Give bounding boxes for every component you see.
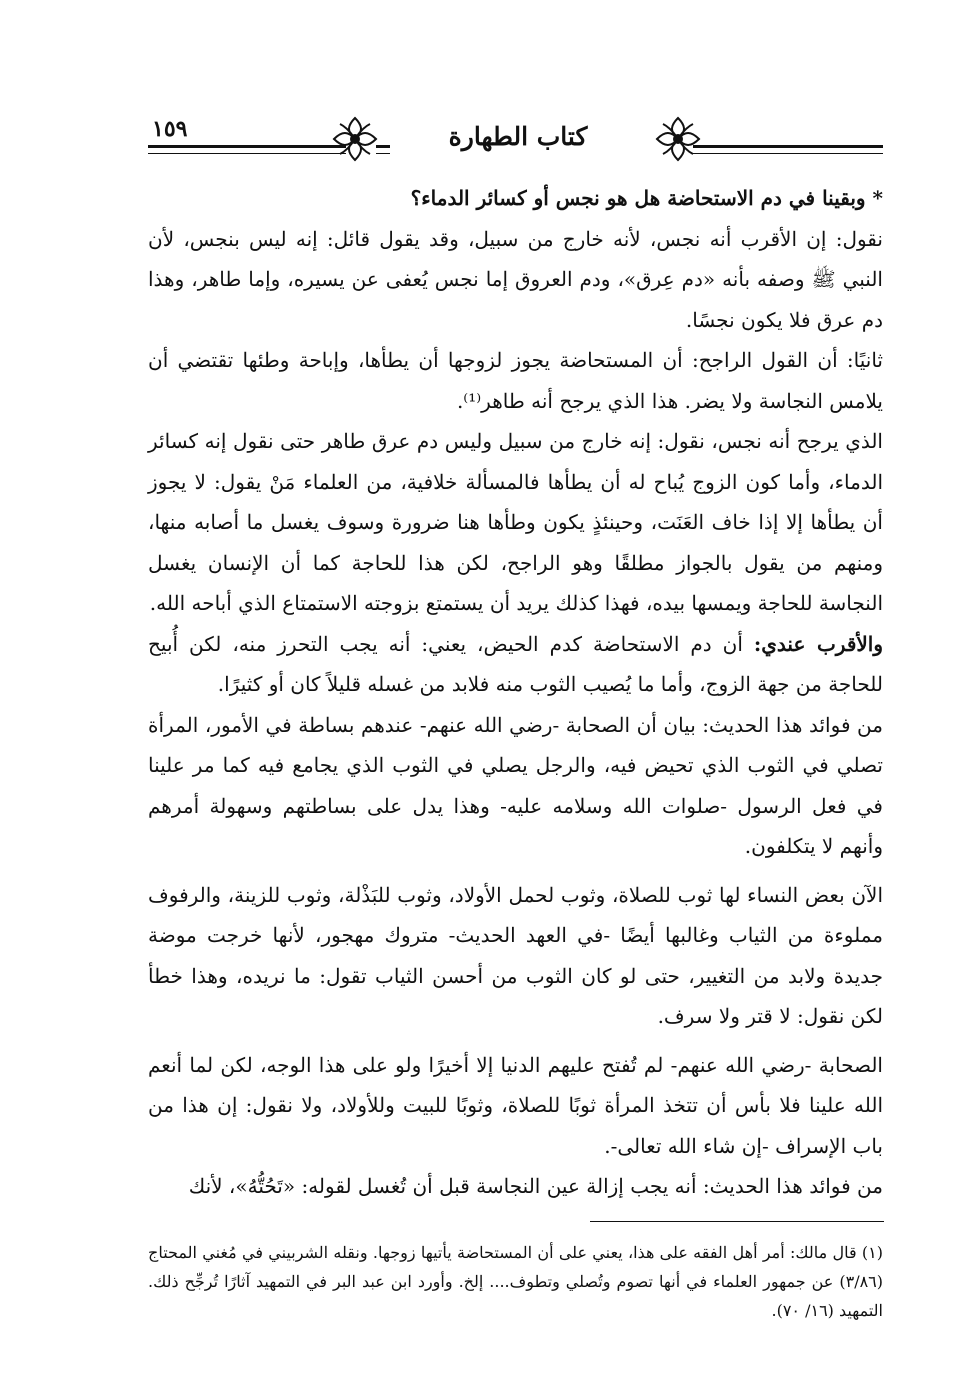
paragraph: [148, 1166, 883, 1207]
running-header: [148, 112, 883, 162]
arabesque-ornament-icon: [330, 114, 380, 164]
paragraph-text: أن دم الاستحاضة كدم الحيض، يعني: أنه يجب التحرز منه، لكن أُبيح للحاجة من جهة الزوج، وأما ما يُصيب الثوب منه فلابد من غسله قليلاً كان أو كثيرًا.: [148, 631, 883, 696]
paragraph: [148, 705, 883, 867]
paragraph-text: الذي يرجح أنه نجس، نقول: إنه خارج من سبيل وليس دم عرق طاهر حتى نقول إنه كسائر الدماء، وأما كون الزوج يُباح له أن يطأها فالمسألة خلافية، من العلماء مَنْ يقول: لا يجوز أن يطأها إلا إذا خاف العَنَت، وحينئذٍ يكون وطأها هنا ضرورة وسوف يغسل ما أصابه منها، ومنهم من يقول بالجواز مطلقًا وهو الراجح، لكن هذا للحاجة كما أن الإنسان يغسل النجاسة للحاجة ويمسها بيده، فهذا كذلك يريد أن يستمتع بزوجته الاستمتاع الذي أباحه الله.: [148, 429, 883, 615]
paragraph-text: من فوائد هذا الحديث: أنه يجب إزالة عين النجاسة قبل أن تُغسل لقوله: «تَحُتُّهُ»، لأنك: [188, 1174, 883, 1198]
page-number: ١٥٩: [152, 116, 188, 142]
paragraph-text: الصحابة -رضي الله عنهم- لم تُفتح عليهم الدنيا إلا أخيرًا ولو على هذا الوجه، لكن لما أنعم الله علينا فلا بأس أن تتخذ المرأة ثوبًا للصلاة، وثوبًا للبيت وللأولاد، ولا نقول: إن هذا من باب الإسراف -إن شاء الله تعالى-.: [148, 1052, 883, 1158]
paragraph: [148, 1045, 883, 1167]
paragraph-text: ثانيًا: أن القول الراجح: أن المستحاضة يجوز لزوجها أن يطأها، وإباحة وطئها تقتضي أن يلامس النجاسة ولا يضر. هذا الذي يرجح أنه طاهر⁽¹⁾.: [148, 348, 884, 413]
paragraph: [148, 421, 883, 624]
header-rule-left: [148, 145, 346, 154]
footnote-divider: [590, 1221, 884, 1222]
paragraph-text: من فوائد هذا الحديث: بيان أن الصحابة -رضي الله عنهم- عندهم بساطة في الأمور، المرأة تصلي في الثوب الذي تحيض فيه، والرجل يصلي في الثوب الذي يجامع فيه كما مر علينا في فعل الرسول -صلوات الله وسلامه عليه- وهذا يدل على بساطتهم وسهولة أمرهم وأنهم لا يتكلفون.: [148, 712, 883, 858]
paragraph-text: الآن بعض النساء لها ثوب للصلاة، وثوب لحمل الأولاد، وثوب للبَذْلة، وثوب للزينة، والرفوف مملوءة من الثياب وغالبها أيضًا -في العهد الحديث- متروك مهجور، لأنها خرجت موضة جديدة ولابد من التغيير، حتى لو كان الثوب من أحسن الثياب تقول: ما نريده، وهذا خطأ لكن نقول: لا قتر ولا سرف.: [148, 882, 883, 1028]
book-title: كتاب الطهارة: [448, 122, 588, 151]
heading-text: * وبقينا في دم الاستحاضة هل هو نجس أو كسائر الدماء؟: [410, 186, 883, 210]
arabesque-ornament-icon: [653, 114, 703, 164]
paragraph-lead: والأقرب عندي:: [753, 631, 883, 656]
paragraph: [148, 875, 883, 1037]
paragraph: [148, 340, 883, 421]
paragraph: [148, 624, 883, 705]
page-body: [148, 178, 883, 1207]
header-rule-right: [693, 145, 883, 154]
footnote: [148, 1238, 883, 1325]
footnote-text: (١) قال مالك: أمر أهل الفقه على هذا، يعني على أن المستحاضة يأتيها زوجها. ونقله الشربيني في مُغني المحتاج (٣/٨٦) عن جمهور العلماء في أنها تصوم وتُصلي وتطوف.... إلخ. وأورد ابن عبد البر في التمهيد آثارًا تُرجِّح ذلك. التمهيد (١٦/ ٧٠).: [148, 1243, 884, 1320]
paragraph-text: نقول: إن الأقرب أنه نجس، لأنه خارج من سبيل، وقد يقول قائل: إنه ليس بنجس، لأن النبي ﷺ وصفه بأنه «دم عِرق»، ودم العروق إما نجس يُعفى عن يسيره، وإما طاهر، وهذا دم عرق فلا يكون نجسًا.: [148, 226, 883, 332]
paragraph: [148, 219, 883, 341]
section-heading: [148, 178, 883, 219]
